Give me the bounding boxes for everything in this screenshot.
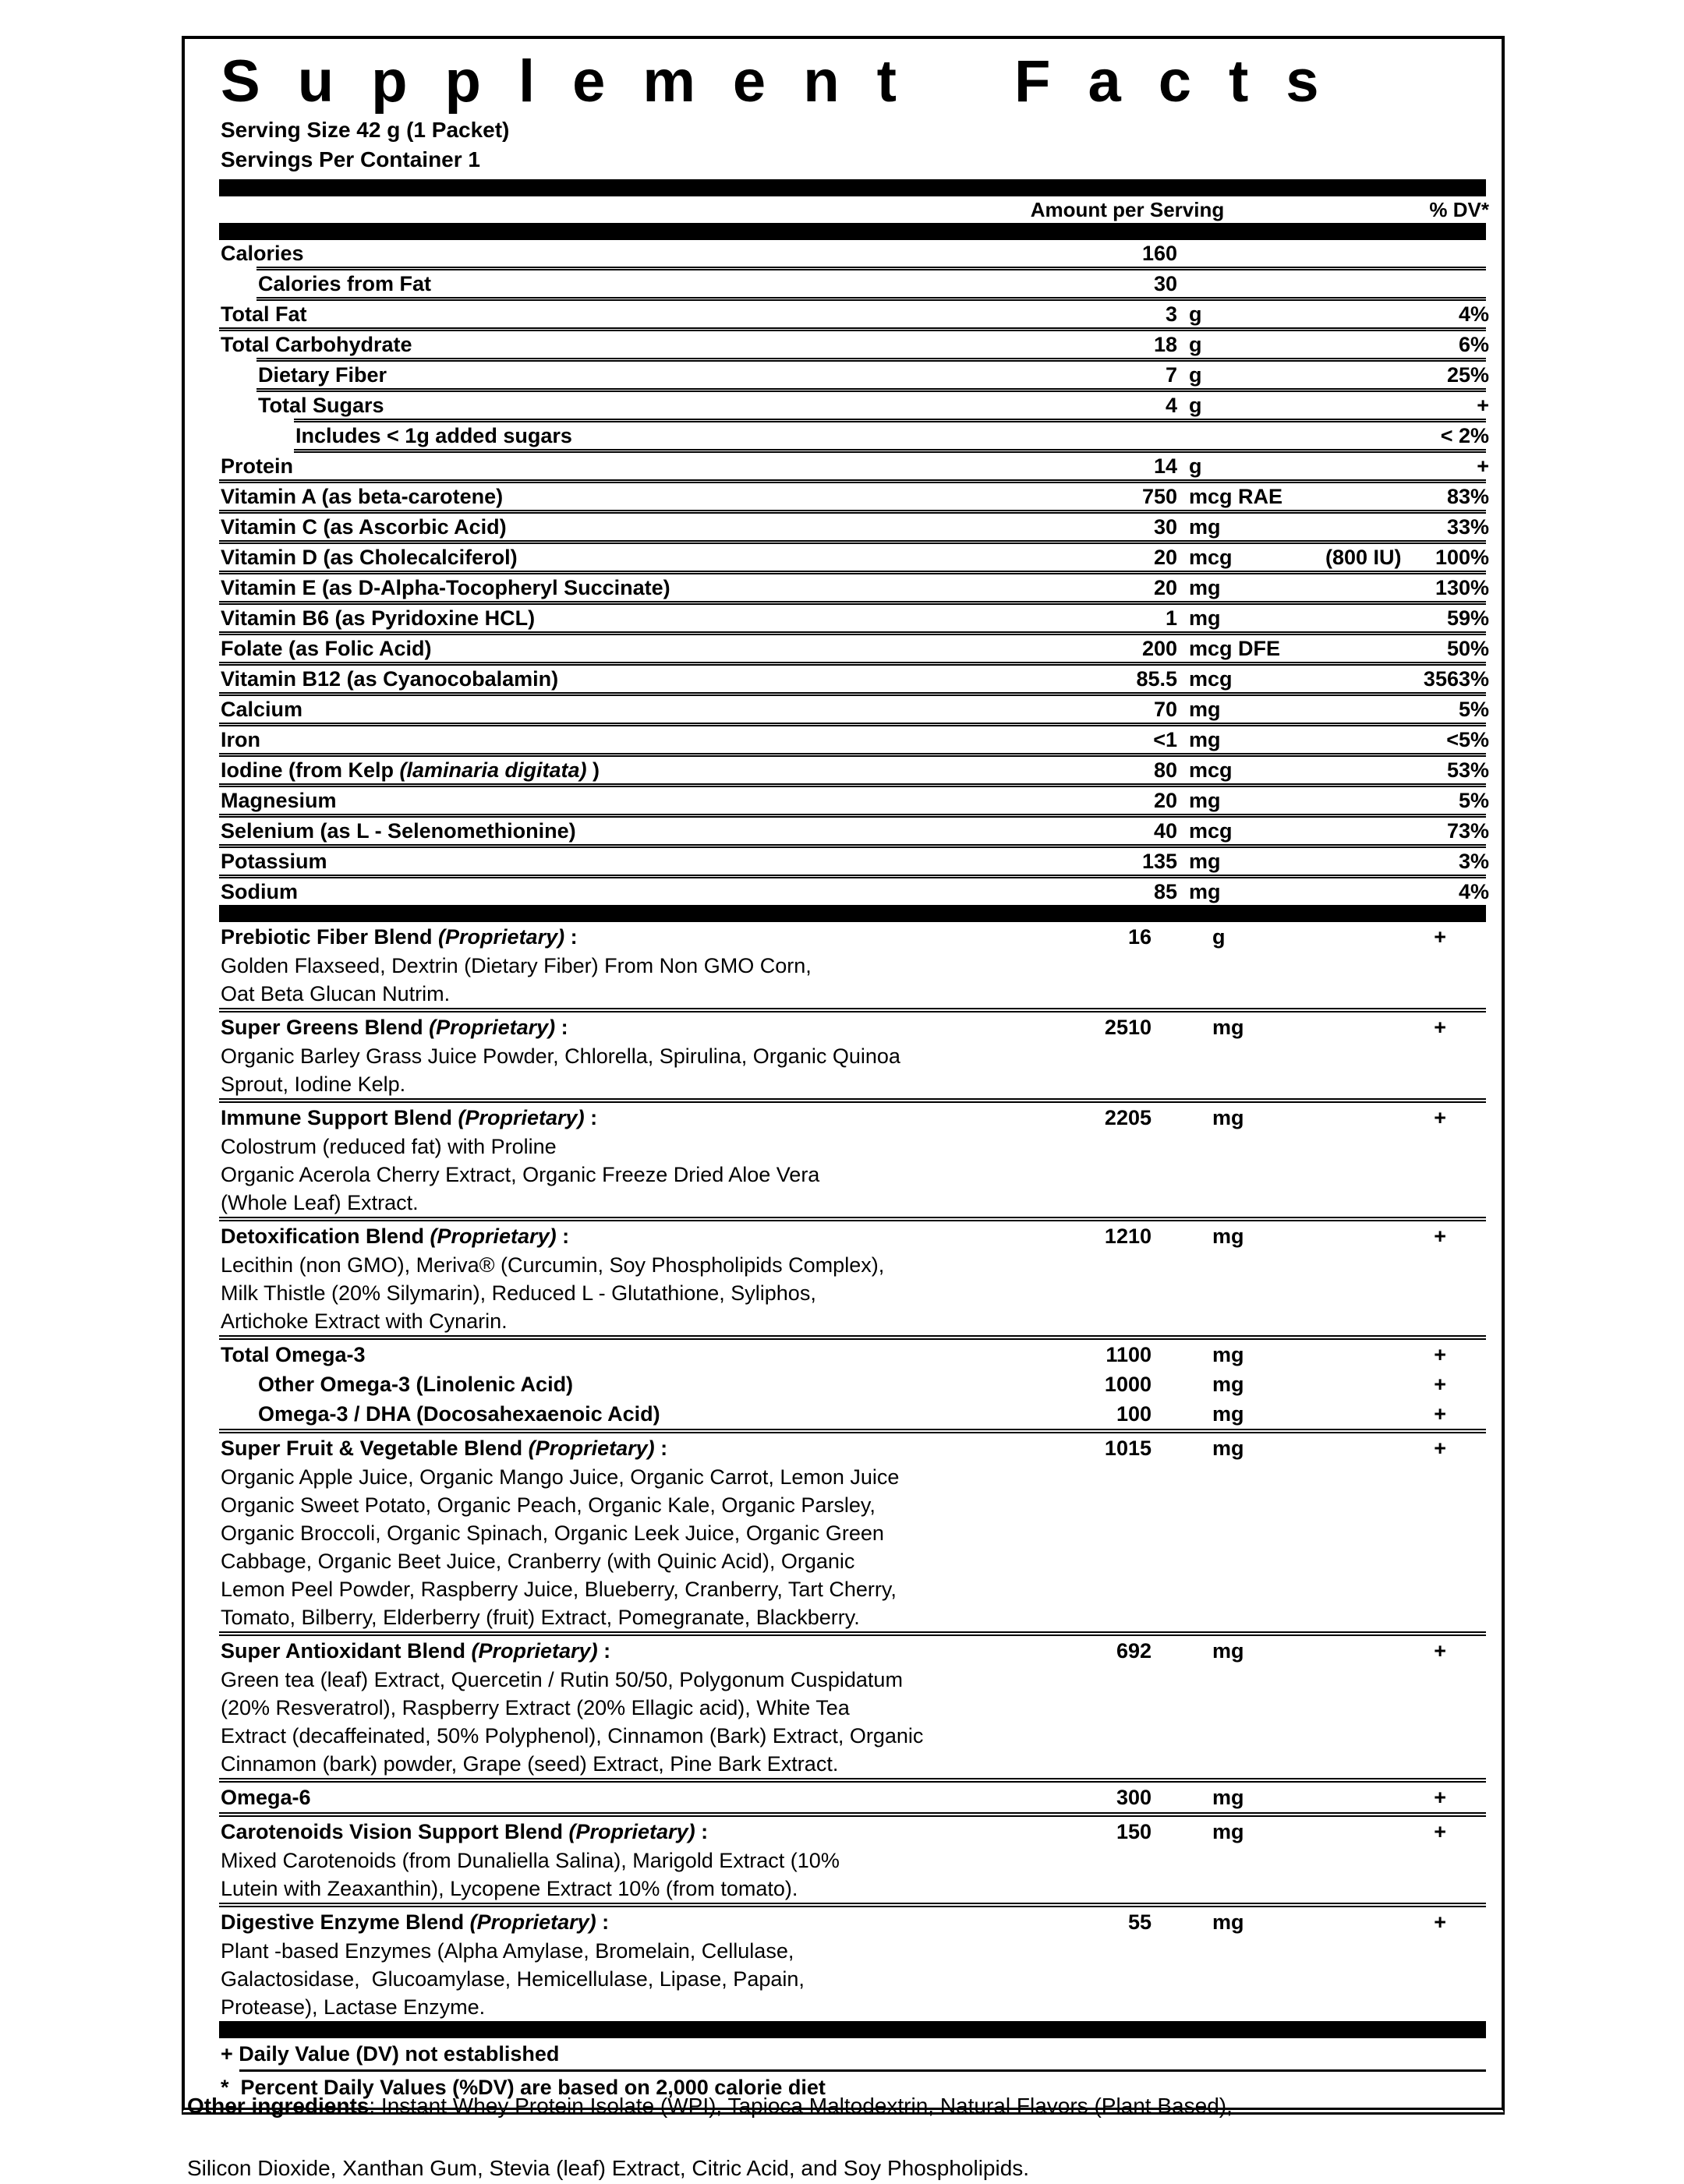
amount-unit: mg [1189, 728, 1221, 751]
divider-bar-mid [219, 905, 1486, 922]
daily-value: + [1434, 1910, 1446, 1934]
amount-unit: mg [1212, 1106, 1244, 1129]
nutrient-row [185, 544, 1502, 571]
blend-row [185, 1817, 1502, 1847]
amount-value: 1210 [1104, 1225, 1152, 1248]
ingredient-line: Extract (decaffeinated, 50% Polyphenol), Cinnamon (Bark) Extract, Organic [221, 1724, 924, 1748]
amount-value: 150 [1116, 1820, 1152, 1843]
daily-value: 5% [1458, 789, 1489, 812]
blend-name: Super Greens Blend (Proprietary) : [221, 1016, 568, 1039]
amount-value: 135 [1141, 850, 1177, 873]
ingredient-line: Organic Acerola Cherry Extract, Organic Freeze Dried Aloe Vera [221, 1163, 820, 1186]
daily-value: + [1477, 394, 1489, 417]
daily-value: 25% [1446, 363, 1489, 387]
blend-name: Super Antioxidant Blend (Proprietary) : [221, 1639, 611, 1663]
ingredient-line: Organic Broccoli, Organic Spinach, Organic Leek Juice, Organic Green [221, 1521, 884, 1545]
divider-bar-header [219, 223, 1486, 240]
nutrient-row [185, 666, 1502, 692]
daily-value: + [1434, 1639, 1446, 1663]
amount-unit: mg [1212, 1820, 1244, 1843]
amount-unit: mg [1189, 576, 1221, 599]
daily-value: 3% [1458, 850, 1489, 873]
amount-value: 20 [1153, 576, 1177, 599]
nutrient-name: Calories from Fat [258, 272, 432, 295]
nutrient-name: Vitamin B6 (as Pyridoxine HCL) [221, 606, 536, 630]
amount-value: 30 [1153, 515, 1177, 539]
other-ingredients-line2: Silicon Dioxide, Xanthan Gum, Stevia (leaf) Extract, Citric Acid, and Soy Phospholipids. [187, 2156, 1030, 2180]
amount-value: 18 [1153, 333, 1177, 356]
other-ingredients [187, 2090, 1528, 2184]
daily-value: + [1434, 1402, 1446, 1426]
ingredient-line: Artichoke Extract with Cynarin. [221, 1309, 508, 1333]
amount-unit: mg [1189, 850, 1221, 873]
daily-value: <5% [1446, 728, 1489, 751]
blend-row [185, 1636, 1502, 1666]
amount-value: 80 [1153, 758, 1177, 782]
blend-row [185, 1103, 1502, 1133]
divider-bar-top [219, 179, 1486, 196]
blend-row [185, 1907, 1502, 1937]
ingredient-line: Oat Beta Glucan Nutrim. [221, 982, 451, 1005]
amount-unit: g [1189, 363, 1202, 387]
amount-unit: mcg [1189, 546, 1233, 569]
amount-unit: mcg [1189, 758, 1233, 782]
ingredient-line: Cabbage, Organic Beet Juice, Cranberry (with Quinic Acid), Organic [221, 1550, 855, 1573]
amount-value: 20 [1153, 546, 1177, 569]
ingredient-line: Mixed Carotenoids (from Dunaliella Salina), Marigold Extract (10% [221, 1849, 840, 1872]
daily-value: 73% [1446, 819, 1489, 843]
nutrient-row [185, 240, 1502, 267]
amount-unit: mg [1189, 880, 1221, 903]
ingredient-line: Galactosidase, Glucoamylase, Hemicellulase, Lipase, Papain, [221, 1967, 805, 1991]
amount-value: 1000 [1104, 1373, 1152, 1396]
nutrient-row [185, 422, 1502, 449]
dv-not-established-note: + Daily Value (DV) not established [221, 2042, 560, 2066]
nutrient-name: Vitamin C (as Ascorbic Acid) [221, 515, 507, 539]
amount-value: 7 [1165, 363, 1177, 387]
divider-bar-bottom [219, 2021, 1486, 2038]
other-ingredients-label: Other ingredients [187, 2094, 370, 2118]
daily-value: + [1434, 925, 1446, 949]
nutrient-name: Includes < 1g added sugars [295, 424, 572, 447]
daily-value: + [1434, 1106, 1446, 1129]
amount-value: 1100 [1106, 1343, 1152, 1366]
nutrient-row [185, 392, 1502, 419]
amount-value: 200 [1141, 637, 1177, 660]
amount-per-serving-header: Amount per Serving [1030, 197, 1225, 221]
blend-row [185, 1433, 1502, 1463]
blend-name: Omega-3 / DHA (Docosahexaenoic Acid) [258, 1402, 660, 1426]
amount-value: 2205 [1104, 1106, 1152, 1129]
amount-value: 16 [1127, 925, 1152, 949]
amount-value: 85 [1153, 880, 1177, 903]
nutrient-row [185, 362, 1502, 388]
amount-value: 70 [1153, 698, 1177, 721]
amount-unit: mg [1212, 1402, 1244, 1426]
ingredient-line: Organic Apple Juice, Organic Mango Juice, Organic Carrot, Lemon Juice [221, 1465, 900, 1489]
blend-name: Total Omega-3 [221, 1343, 366, 1366]
amount-unit: g [1189, 394, 1202, 417]
daily-value: 130% [1435, 576, 1489, 599]
daily-value: 5% [1458, 698, 1489, 721]
ingredient-line: Green tea (leaf) Extract, Quercetin / Rutin 50/50, Polygonum Cuspidatum [221, 1668, 903, 1691]
amount-value: 160 [1141, 242, 1177, 265]
nutrient-row [185, 605, 1502, 631]
amount-value: 4 [1165, 394, 1177, 417]
nutrient-row [185, 757, 1502, 783]
amount-unit: mg [1212, 1786, 1244, 1809]
daily-value: 50% [1446, 637, 1489, 660]
blend-row [185, 1783, 1502, 1812]
daily-value: + [1434, 1437, 1446, 1460]
blend-name: Carotenoids Vision Support Blend (Proprietary) : [221, 1820, 709, 1843]
serving-size: Serving Size 42 g (1 Packet) [221, 118, 510, 142]
amount-unit: g [1189, 333, 1202, 356]
blend-name: Digestive Enzyme Blend (Proprietary) : [221, 1910, 610, 1934]
amount-unit: mg [1212, 1225, 1244, 1248]
daily-value: 4% [1458, 302, 1489, 326]
blend-row [185, 1012, 1502, 1042]
nutrient-name: Potassium [221, 850, 327, 873]
amount-value: 55 [1127, 1910, 1152, 1934]
amount-value: 40 [1153, 819, 1177, 843]
amount-unit: g [1212, 925, 1226, 949]
nutrient-row [185, 848, 1502, 875]
ingredient-line: Plant -based Enzymes (Alpha Amylase, Bromelain, Cellulase, [221, 1939, 794, 1963]
nutrient-name: Dietary Fiber [258, 363, 387, 387]
amount-unit: mg [1212, 1016, 1244, 1039]
daily-value: 53% [1446, 758, 1489, 782]
blend-name: Omega-6 [221, 1786, 311, 1809]
amount-unit: mcg RAE [1189, 485, 1283, 508]
column-header-row [185, 196, 1502, 223]
nutrient-row [185, 301, 1502, 327]
nutrient-row [185, 878, 1502, 905]
amount-unit: mcg [1189, 819, 1233, 843]
ingredient-line: Organic Barley Grass Juice Powder, Chlorella, Spirulina, Organic Quinoa [221, 1044, 900, 1068]
nutrient-row [185, 514, 1502, 540]
daily-value: (800 IU) 100% [1325, 546, 1489, 569]
sub-nutrient-row [185, 1399, 1502, 1429]
nutrient-row [185, 635, 1502, 662]
amount-unit: mg [1212, 1437, 1244, 1460]
nutrient-name: Vitamin B12 (as Cyanocobalamin) [221, 667, 559, 691]
ingredient-line: Lemon Peel Powder, Raspberry Juice, Blueberry, Cranberry, Tart Cherry, [221, 1578, 897, 1601]
nutrient-name: Iodine (from Kelp (laminaria digitata) ) [221, 758, 600, 782]
nutrient-name: Iron [221, 728, 260, 751]
nutrient-name: Selenium (as L - Selenomethionine) [221, 819, 576, 843]
amount-unit: mg [1212, 1343, 1244, 1366]
daily-value: + [1434, 1373, 1446, 1396]
iu-equivalent: (800 IU) [1325, 546, 1402, 569]
ingredient-line: (Whole Leaf) Extract. [221, 1191, 419, 1214]
blend-name: Prebiotic Fiber Blend (Proprietary) : [221, 925, 578, 949]
daily-value: + [1434, 1786, 1446, 1809]
nutrient-row [185, 331, 1502, 358]
ingredient-line: Lutein with Zeaxanthin), Lycopene Extract 10% (from tomato). [221, 1877, 798, 1900]
amount-value: 100 [1116, 1402, 1152, 1426]
nutrient-name: Vitamin A (as beta-carotene) [221, 485, 504, 508]
nutrient-name: Total Fat [221, 302, 307, 326]
percent-dv-note: * Percent Daily Values (%DV) are based on 2,000 calorie diet [221, 2076, 826, 2099]
amount-value: <1 [1153, 728, 1177, 751]
nutrient-name: Vitamin E (as D-Alpha-Tocopheryl Succinate) [221, 576, 670, 599]
amount-value: 750 [1141, 485, 1177, 508]
nutrient-row [185, 574, 1502, 601]
daily-value: 3563% [1423, 667, 1489, 691]
amount-unit: mg [1189, 606, 1221, 630]
ingredient-line: Cinnamon (bark) powder, Grape (seed) Extract, Pine Bark Extract. [221, 1752, 839, 1776]
blend-sections [185, 922, 1502, 2021]
nutrient-name: Folate (as Folic Acid) [221, 637, 432, 660]
daily-value: + [1434, 1343, 1446, 1366]
daily-value: 59% [1446, 606, 1489, 630]
nutrient-row [185, 270, 1502, 297]
amount-value: 692 [1116, 1639, 1152, 1663]
blend-row [185, 1340, 1502, 1369]
ingredient-line: Lecithin (non GMO), Meriva® (Curcumin, Soy Phospholipids Complex), [221, 1253, 885, 1277]
amount-value: 3 [1165, 302, 1177, 326]
amount-value: 2510 [1104, 1016, 1152, 1039]
amount-unit: g [1189, 302, 1202, 326]
blend-name: Super Fruit & Vegetable Blend (Proprietary) : [221, 1437, 668, 1460]
daily-value: + [1434, 1016, 1446, 1039]
daily-value: + [1477, 454, 1489, 478]
supplement-facts-panel [182, 36, 1505, 2115]
other-ingredients-line1: : Instant Whey Protein Isolate (WPI), Tapioca Maltodextrin, Natural Flavors (Plant Based), [369, 2094, 1233, 2118]
nutrient-row [185, 726, 1502, 753]
nutrient-name: Magnesium [221, 789, 337, 812]
servings-per-container: Servings Per Container 1 [221, 147, 481, 171]
amount-unit: g [1189, 454, 1202, 478]
amount-unit: mg [1212, 1639, 1244, 1663]
nutrient-row [185, 453, 1502, 479]
nutrient-name: Calcium [221, 698, 303, 721]
amount-unit: mg [1189, 515, 1221, 539]
amount-unit: mg [1189, 789, 1221, 812]
daily-value: 33% [1446, 515, 1489, 539]
ingredient-line: Colostrum (reduced fat) with Proline [221, 1135, 557, 1158]
nutrient-rows [185, 240, 1502, 905]
amount-value: 30 [1153, 272, 1177, 295]
blend-name: Immune Support Blend (Proprietary) : [221, 1106, 598, 1129]
nutrient-name: Sodium [221, 880, 298, 903]
nutrient-name: Calories [221, 242, 304, 265]
amount-unit: mcg [1189, 667, 1233, 691]
amount-value: 20 [1153, 789, 1177, 812]
daily-value: + [1434, 1820, 1446, 1843]
sub-nutrient-row [185, 1369, 1502, 1399]
nutrient-row [185, 483, 1502, 510]
amount-unit: mg [1212, 1910, 1244, 1934]
blend-row [185, 922, 1502, 952]
nutrient-row [185, 787, 1502, 814]
blend-row [185, 1221, 1502, 1251]
nutrient-row [185, 696, 1502, 723]
ingredient-line: Protease), Lactase Enzyme. [221, 1995, 486, 2019]
daily-value: 83% [1446, 485, 1489, 508]
amount-unit: mg [1212, 1373, 1244, 1396]
amount-value: 14 [1153, 454, 1177, 478]
amount-value: 1 [1165, 606, 1177, 630]
blend-name: Detoxification Blend (Proprietary) : [221, 1225, 570, 1248]
ingredient-line: Sprout, Iodine Kelp. [221, 1073, 406, 1096]
ingredient-line: Golden Flaxseed, Dextrin (Dietary Fiber) From Non GMO Corn, [221, 954, 812, 977]
blend-name: Other Omega-3 (Linolenic Acid) [258, 1373, 574, 1396]
page-title: Supplement Facts [221, 48, 1357, 115]
ingredient-line: Organic Sweet Potato, Organic Peach, Organic Kale, Organic Parsley, [221, 1493, 876, 1517]
amount-value: 1015 [1104, 1437, 1152, 1460]
amount-unit: mg [1189, 698, 1221, 721]
ingredient-line: Tomato, Bilberry, Elderberry (fruit) Extract, Pomegranate, Blackberry. [221, 1606, 860, 1629]
daily-value: 4% [1458, 880, 1489, 903]
percent-dv-header: % DV* [1429, 197, 1489, 221]
daily-value: 6% [1458, 333, 1489, 356]
amount-unit: mcg DFE [1189, 637, 1281, 660]
ingredient-line: Milk Thistle (20% Silymarin), Reduced L - Glutathione, Syliphos, [221, 1281, 816, 1305]
amount-value: 300 [1116, 1786, 1152, 1809]
nutrient-row [185, 818, 1502, 844]
nutrient-name: Protein [221, 454, 294, 478]
nutrient-name: Vitamin D (as Cholecalciferol) [221, 546, 518, 569]
nutrient-name: Total Sugars [258, 394, 384, 417]
daily-value: + [1434, 1225, 1446, 1248]
daily-value: < 2% [1440, 424, 1489, 447]
nutrient-name: Total Carbohydrate [221, 333, 412, 356]
ingredient-line: (20% Resveratrol), Raspberry Extract (20% Ellagic acid), White Tea [221, 1696, 850, 1719]
amount-value: 85.5 [1136, 667, 1177, 691]
